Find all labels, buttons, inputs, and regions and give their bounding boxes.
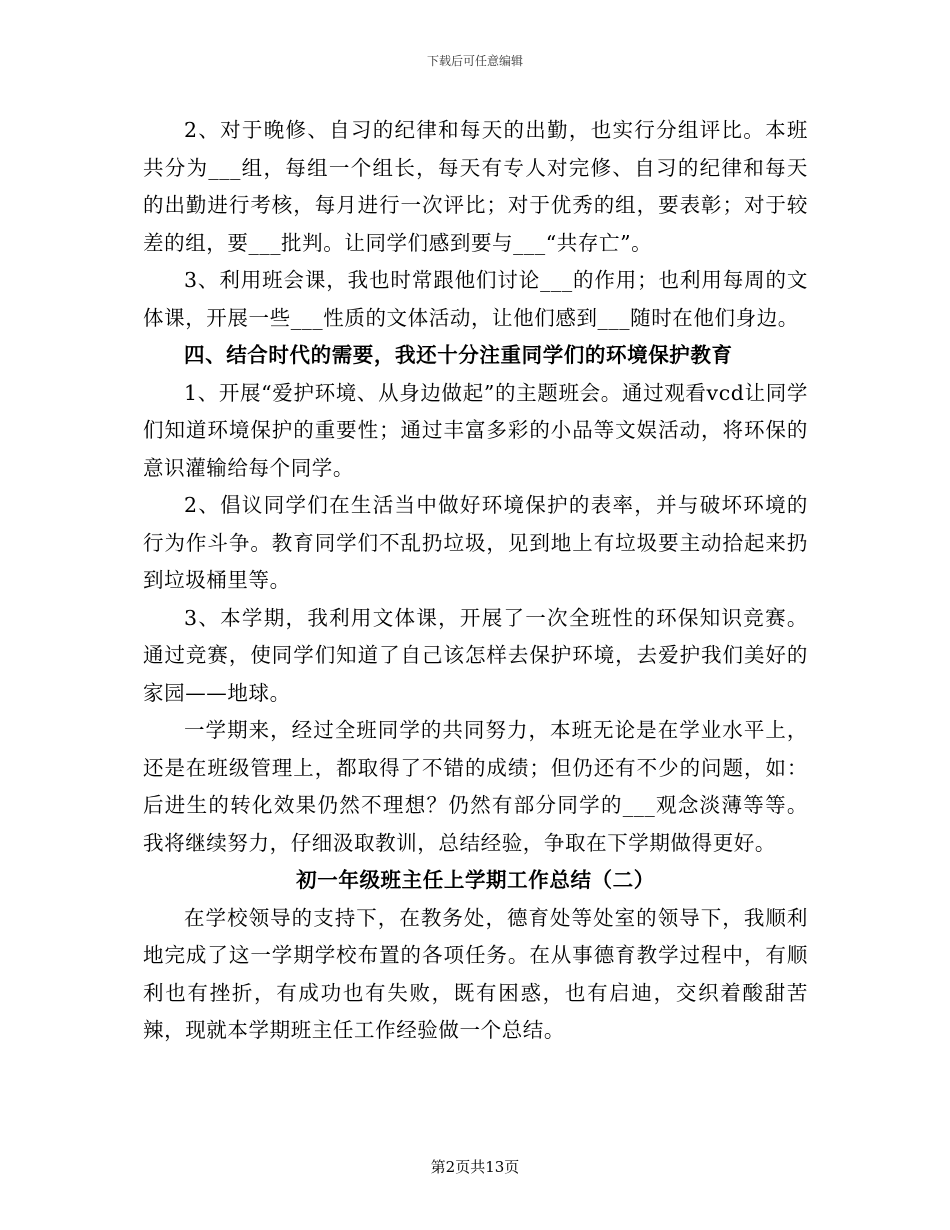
paragraph-introduction: 在学校领导的支持下，在教务处，德育处等处室的领导下，我顺利地完成了这一学期学校布置的各项任务。在从事德育教学过程中，有顺利也有挫折，有成功也有失败，既有困惑，也有启迪，交织着酸甜苦辣，现就本学期班主任工作经验做一个总结。 — [143, 905, 808, 1042]
page-number: 第2页共13页 — [430, 1158, 520, 1176]
paragraph-class-meeting: 3、利用班会课，我也时常跟他们讨论___的作用；也利用每周的文体课，开展一些___性质的文体活动，让他们感到___随时在他们身边。 — [143, 268, 808, 330]
paragraph-semester-summary: 一学期来，经过全班同学的共同努力，本班无论是在学业水平上，还是在班级管理上，都取得了不错的成绩；但仍还有不少的问题，如：后进生的转化效果仍然不理想？仍然有部分同学的___观念淡薄等等。我将继续努力，仔细汲取教训，总结经验，争取在下学期做得更好。 — [143, 718, 808, 855]
document-body — [143, 112, 808, 1050]
paragraph-theme-meeting: 1、开展“爱护环境、从身边做起”的主题班会。通过观看vcd让同学们知道环境保护的重要性；通过丰富多彩的小品等文娱活动，将环保的意识灌输给每个同学。 — [143, 380, 808, 480]
paragraph-evening-study-evaluation: 2、对于晚修、自习的纪律和每天的出勤，也实行分组评比。本班共分为___组，每组一个组长，每天有专人对完修、自习的纪律和每天的出勤进行考核，每月进行一次评比；对于优秀的组，要表彰；对于较差的组，要___批判。让同学们感到要与___“共存亡”。 — [143, 118, 808, 255]
page-header: 下载后可任意编辑 — [426, 54, 523, 68]
paragraph-initiative: 2、倡议同学们在生活当中做好环境保护的表率，并与破坏环境的行为作斗争。教育同学们不乱扔垃圾，见到地上有垃圾要主动拾起来扔到垃圾桶里等。 — [143, 493, 808, 592]
paragraph-knowledge-contest: 3、本学期，我利用文体课，开展了一次全班性的环保知识竞赛。通过竞赛，使同学们知道了自己该怎样去保护环境，去爱护我们美好的家园——地球。 — [143, 605, 808, 705]
document-title-part-two: 初一年级班主任上学期工作总结（二） — [296, 868, 655, 892]
section-heading-environment: 四、结合时代的需要，我还十分注重同学们的环境保护教育 — [184, 343, 733, 367]
